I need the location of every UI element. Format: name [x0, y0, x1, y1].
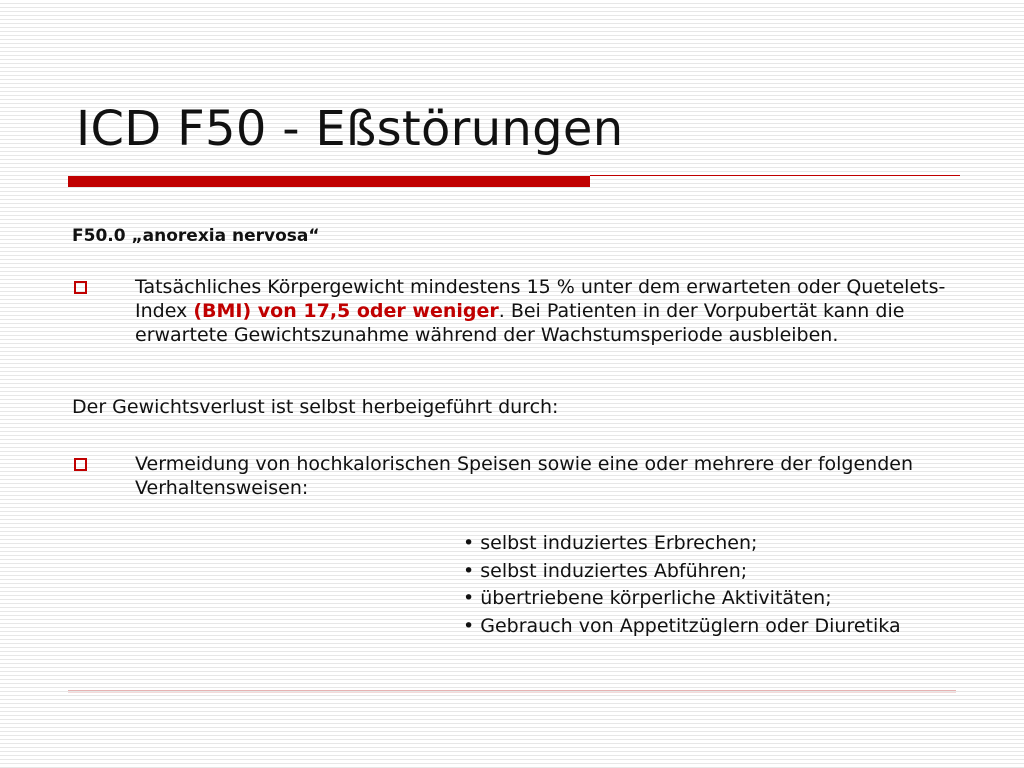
title-rule-line: [590, 175, 960, 176]
hollow-square-bullet-icon: [74, 458, 87, 471]
intro-paragraph: Der Gewichtsverlust ist selbst herbeigeführt durch:: [72, 396, 559, 418]
list-item: • übertriebene körperliche Aktivitäten;: [463, 587, 832, 609]
bmi-highlight: (BMI) von 17,5 oder weniger: [193, 300, 499, 322]
bullet-item-1-text: Tatsächliches Körpergewicht mindestens 15 % unter dem erwarteten oder Quetelets-Index: [135, 276, 946, 322]
behavior-list: [463, 530, 901, 640]
hollow-square-bullet-icon: [74, 281, 87, 294]
bullet-item-1-text-end: . Bei Patienten in der Vorpubertät kann die erwartete Gewichtszunahme während der Wachstumsperiode ausbleiben.: [135, 300, 905, 346]
bullet-item-2: Vermeidung von hochkalorischen Speisen sowie eine oder mehrere der folgenden Verhaltensweisen:: [135, 453, 913, 499]
bullet-item-1: [135, 275, 965, 347]
list-item: • Gebrauch von Appetitzüglern oder Diuretika: [463, 614, 901, 637]
footer-rule-line: [68, 690, 956, 691]
title-accent-bar: [68, 176, 590, 187]
footer-rule-line-shadow: [68, 692, 956, 693]
list-item: • selbst induziertes Abführen;: [463, 559, 748, 582]
subheading: F50.0 „anorexia nervosa“: [72, 226, 320, 246]
slide-title: ICD F50 - Eßstörungen: [76, 101, 624, 157]
list-item: • selbst induziertes Erbrechen;: [463, 532, 758, 554]
